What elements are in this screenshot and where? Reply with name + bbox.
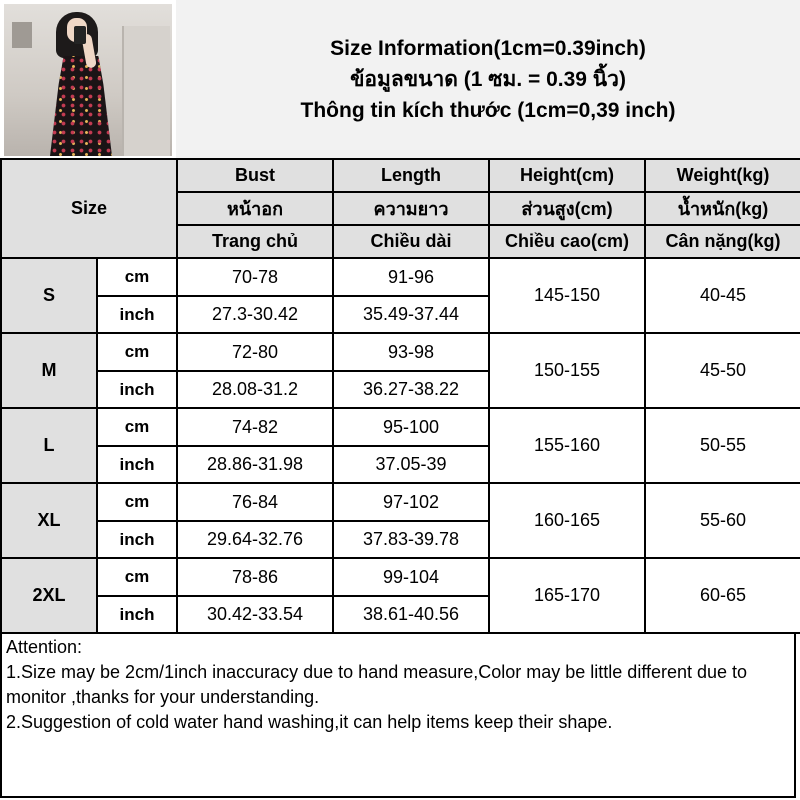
height-l: 155-160 bbox=[489, 408, 645, 483]
length-inch-xl: 37.83-39.78 bbox=[333, 521, 489, 558]
bust-cm-l: 74-82 bbox=[177, 408, 333, 446]
table-row-m-cm bbox=[1, 333, 800, 371]
bust-inch-m: 28.08-31.2 bbox=[177, 371, 333, 408]
column-header-height: Height(cm) bbox=[489, 159, 645, 192]
weight-s: 40-45 bbox=[645, 258, 800, 333]
size-label-xl: XL bbox=[1, 483, 97, 558]
unit-cm: cm bbox=[97, 333, 177, 371]
column-header-length: Length bbox=[333, 159, 489, 192]
height-s: 145-150 bbox=[489, 258, 645, 333]
title-thai: ข้อมูลขนาด (1 ซม. = 0.39 นิ้ว) bbox=[350, 67, 626, 91]
length-inch-s: 35.49-37.44 bbox=[333, 296, 489, 333]
height-xl: 160-165 bbox=[489, 483, 645, 558]
size-label-m: M bbox=[1, 333, 97, 408]
attention-notes bbox=[0, 632, 796, 798]
unit-inch: inch bbox=[97, 446, 177, 483]
length-cm-l: 95-100 bbox=[333, 408, 489, 446]
length-inch-m: 36.27-38.22 bbox=[333, 371, 489, 408]
length-cm-2xl: 99-104 bbox=[333, 558, 489, 596]
height-2xl: 165-170 bbox=[489, 558, 645, 633]
table-row-xl-cm bbox=[1, 483, 800, 521]
unit-inch: inch bbox=[97, 371, 177, 408]
length-inch-l: 37.05-39 bbox=[333, 446, 489, 483]
product-photo bbox=[4, 4, 172, 156]
table-row-s-cm bbox=[1, 258, 800, 296]
bust-inch-2xl: 30.42-33.54 bbox=[177, 596, 333, 633]
weight-2xl: 60-65 bbox=[645, 558, 800, 633]
bust-cm-xl: 76-84 bbox=[177, 483, 333, 521]
bust-cm-m: 72-80 bbox=[177, 333, 333, 371]
unit-cm: cm bbox=[97, 558, 177, 596]
attention-line-1: 1.Size may be 2cm/1inch inaccuracy due to hand measure,Color may be little different due to monitor ,thanks for your understanding. bbox=[6, 662, 748, 707]
unit-cm: cm bbox=[97, 483, 177, 521]
title-english: Size Information(1cm=0.39inch) bbox=[330, 36, 646, 60]
title-vietnamese: Thông tin kích thước (1cm=0,39 inch) bbox=[300, 98, 676, 122]
weight-xl: 55-60 bbox=[645, 483, 800, 558]
size-column-header: Size bbox=[1, 159, 177, 258]
length-cm-xl: 97-102 bbox=[333, 483, 489, 521]
size-label-2xl: 2XL bbox=[1, 558, 97, 633]
column-header-bust: Bust bbox=[177, 159, 333, 192]
attention-line-2: 2.Suggestion of cold water hand washing,it can help items keep their shape. bbox=[6, 712, 613, 732]
size-info-header bbox=[176, 0, 800, 158]
bust-cm-s: 70-78 bbox=[177, 258, 333, 296]
size-label-s: S bbox=[1, 258, 97, 333]
column-header-bust-vi: Trang chủ bbox=[177, 225, 333, 258]
column-header-weight-thai: น้ำหนัก(kg) bbox=[645, 192, 800, 225]
unit-cm: cm bbox=[97, 408, 177, 446]
bust-cm-2xl: 78-86 bbox=[177, 558, 333, 596]
column-header-height-thai: ส่วนสูง(cm) bbox=[489, 192, 645, 225]
bust-inch-s: 27.3-30.42 bbox=[177, 296, 333, 333]
length-cm-s: 91-96 bbox=[333, 258, 489, 296]
column-header-weight-vi: Cân nặng(kg) bbox=[645, 225, 800, 258]
bust-inch-xl: 29.64-32.76 bbox=[177, 521, 333, 558]
weight-m: 45-50 bbox=[645, 333, 800, 408]
weight-l: 50-55 bbox=[645, 408, 800, 483]
column-header-bust-thai: หน้าอก bbox=[177, 192, 333, 225]
table-row-l-cm bbox=[1, 408, 800, 446]
column-header-length-vi: Chiều dài bbox=[333, 225, 489, 258]
size-table bbox=[0, 158, 800, 634]
bust-inch-l: 28.86-31.98 bbox=[177, 446, 333, 483]
length-inch-2xl: 38.61-40.56 bbox=[333, 596, 489, 633]
unit-inch: inch bbox=[97, 521, 177, 558]
column-header-height-vi: Chiều cao(cm) bbox=[489, 225, 645, 258]
unit-cm: cm bbox=[97, 258, 177, 296]
size-label-l: L bbox=[1, 408, 97, 483]
column-header-length-thai: ความยาว bbox=[333, 192, 489, 225]
attention-heading: Attention: bbox=[6, 637, 83, 657]
length-cm-m: 93-98 bbox=[333, 333, 489, 371]
header-row-english bbox=[1, 159, 800, 192]
column-header-weight: Weight(kg) bbox=[645, 159, 800, 192]
unit-inch: inch bbox=[97, 596, 177, 633]
table-row-2xl-cm bbox=[1, 558, 800, 596]
unit-inch: inch bbox=[97, 296, 177, 333]
height-m: 150-155 bbox=[489, 333, 645, 408]
